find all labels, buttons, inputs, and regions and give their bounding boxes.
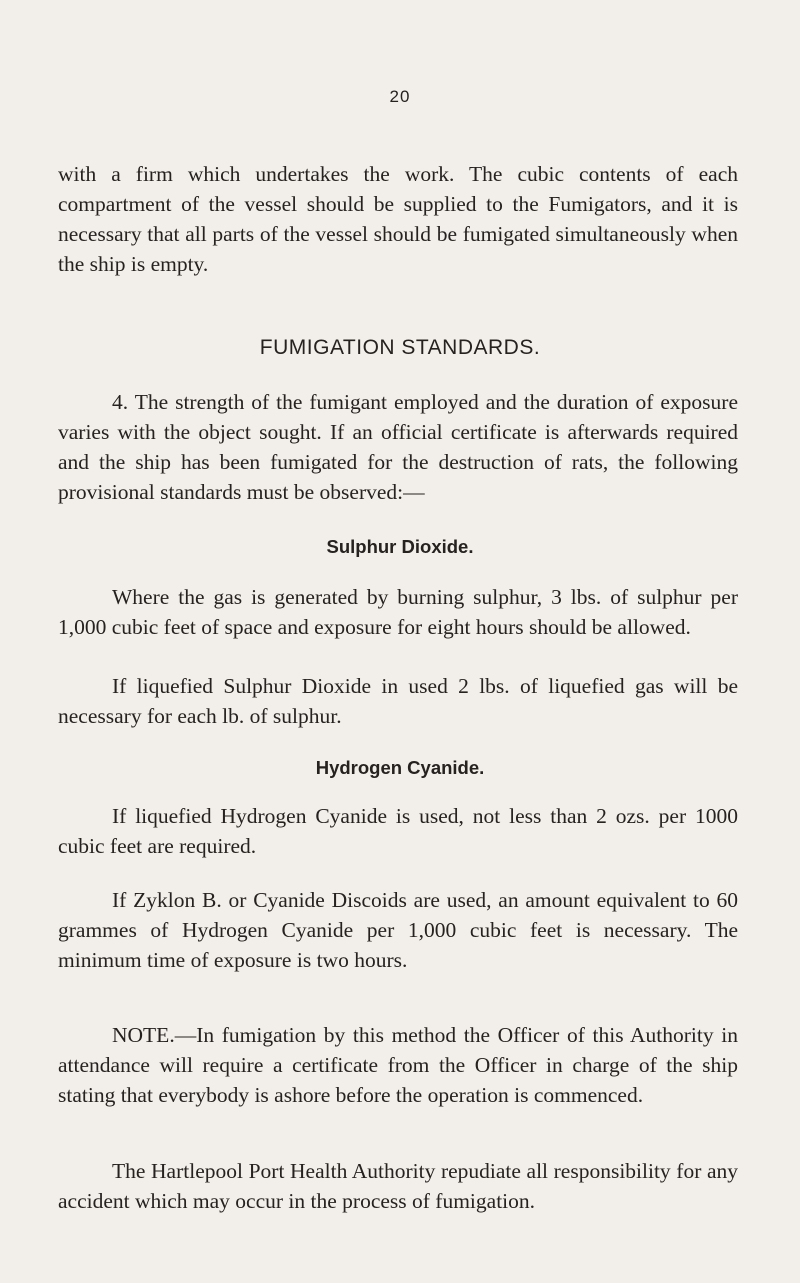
paragraph-cyanide-1: If liquefied Hydrogen Cyanide is used, not less than 2 ozs. per 1000 cubic feet are required.	[58, 804, 738, 858]
paragraph-note: NOTE.—In fumigation by this method the Officer of this Authority in attendance will require a certificate from the Officer in charge of the ship stating that everybody is ashore before the operation is commenced.	[58, 1023, 738, 1107]
paragraph-sulphur-2: If liquefied Sulphur Dioxide in used 2 lbs. of liquefied gas will be necessary for each lb. of sulphur.	[58, 674, 738, 728]
paragraph-intro: with a firm which undertakes the work. The cubic contents of each compartment of the vessel should be supplied to the Fumigators, and it is necessary that all parts of the vessel should be fumigated simultaneously when the ship is empty.	[58, 162, 738, 276]
heading-hydrogen-cyanide: Hydrogen Cyanide.	[315, 757, 485, 778]
paragraph-sulphur-1: Where the gas is generated by burning sulphur, 3 lbs. of sulphur per 1,000 cubic feet of space and exposure for eight hours should be allowed.	[58, 585, 738, 639]
paragraph-cyanide-2: If Zyklon B. or Cyanide Discoids are used, an amount equivalent to 60 grammes of Hydrogen Cyanide per 1,000 cubic feet is necessary. The minimum time of exposure is two hours.	[58, 888, 738, 972]
paragraph-4: 4. The strength of the fumigant employed and the duration of exposure varies with the object sought. If an official certificate is afterwards required and the ship has been fumigated for the destruction of rats, the following provisional standards must be observed:—	[58, 390, 738, 504]
heading-sulphur-dioxide: Sulphur Dioxide.	[326, 536, 474, 557]
paragraph-hartlepool: The Hartlepool Port Health Authority repudiate all responsibility for any accident which may occur in the process of fumigation.	[58, 1159, 738, 1213]
page-number: 20	[389, 87, 411, 106]
heading-fumigation-standards: FUMIGATION STANDARDS.	[259, 336, 541, 359]
